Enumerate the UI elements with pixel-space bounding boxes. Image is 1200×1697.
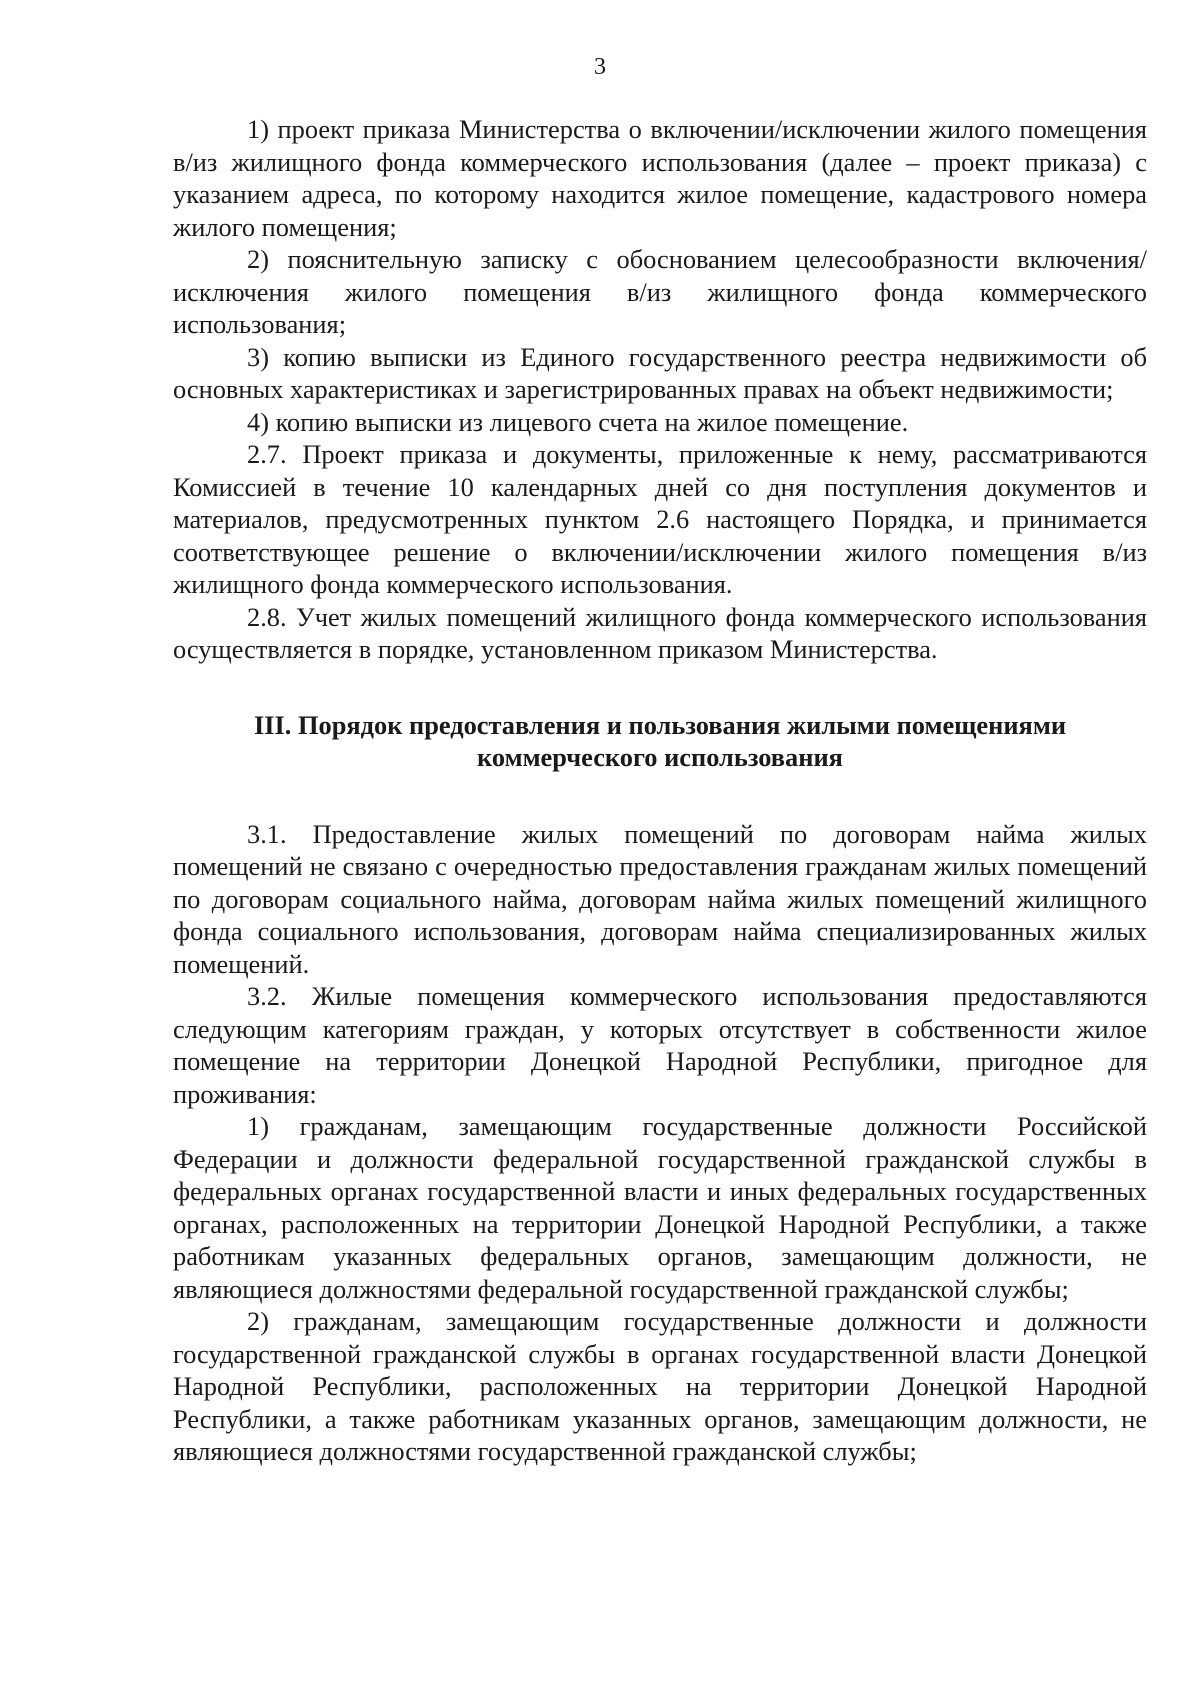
paragraph-2-6-item-3: 3) копию выписки из Единого государственного реестра недвижимости об основных характеристиках и зарегистрированных правах на объект недвижимости;	[173, 341, 1147, 404]
document-body	[173, 113, 1147, 1468]
paragraph-3-1: 3.1. Предоставление жилых помещений по договорам найма жилых помещений не связано с очередностью предоставления гражданам жилых помещений по договорам социального найма, договорам найма жилых помещений жилищного фонда социального использования, договорам найма специализированных жилых помещений.	[173, 818, 1147, 979]
page-number: 3	[594, 54, 606, 80]
paragraph-3-2: 3.2. Жилые помещения коммерческого использования предоставляются следующим категориям граждан, у которых отсутствует в собственности жилое помещение на территории Донецкой Народной Республики, пригодное для проживания:	[173, 981, 1147, 1109]
section-3-heading-line-1: III. Порядок предоставления и пользования жилыми помещениями	[253, 709, 1067, 740]
section-3-heading	[173, 666, 1147, 818]
section-3-heading-line-2: коммерческого использования	[477, 742, 843, 772]
paragraph-2-7: 2.7. Проект приказа и документы, приложенные к нему, рассматриваются Комиссией в течение 10 календарных дней со дня поступления документов и материалов, предусмотренных пунктом 2.6 настоящего Порядка, и принимается соответствующее решение о включении/исключении жилого помещения в/из жилищного фонда коммерческого использования.	[173, 439, 1147, 599]
paragraph-2-6-item-4: 4) копию выписки из лицевого счета на жилое помещение.	[247, 406, 909, 437]
paragraph-2-8: 2.8. Учет жилых помещений жилищного фонда коммерческого использования осуществляется в порядке, установленном приказом Министерства.	[173, 601, 1147, 664]
paragraph-2-6-item-2: 2) пояснительную записку с обоснованием целесообразности включения/исключения жилого помещения в/из жилищного фонда коммерческого использования;	[173, 244, 1147, 339]
paragraph-3-2-item-1: 1) гражданам, замещающим государственные должности Российской Федерации и должности федеральной государственной гражданской службы в федеральных органах государственной власти и иных федеральных государственных органах, расположенных на территории Донецкой Народной Республики, а также работникам указанных федеральных органов, замещающим должности, не являющиеся должностями федеральной государственной гражданской службы;	[173, 1111, 1147, 1304]
paragraph-3-2-item-2: 2) гражданам, замещающим государственные должности и должности государственной гражданской службы в органах государственной власти Донецкой Народной Республики, расположенных на территории Донецкой Народной Республики, а также работникам указанных органов, замещающим должности, не являющиеся должностями государственной гражданской службы;	[173, 1306, 1147, 1466]
paragraph-2-6-item-1: 1) проект приказа Министерства о включении/исключении жилого помещения в/из жилищного фонда коммерческого использования (далее – проект приказа) с указанием адреса, по которому находится жилое помещение, кадастрового номера жилого помещения;	[173, 114, 1147, 242]
